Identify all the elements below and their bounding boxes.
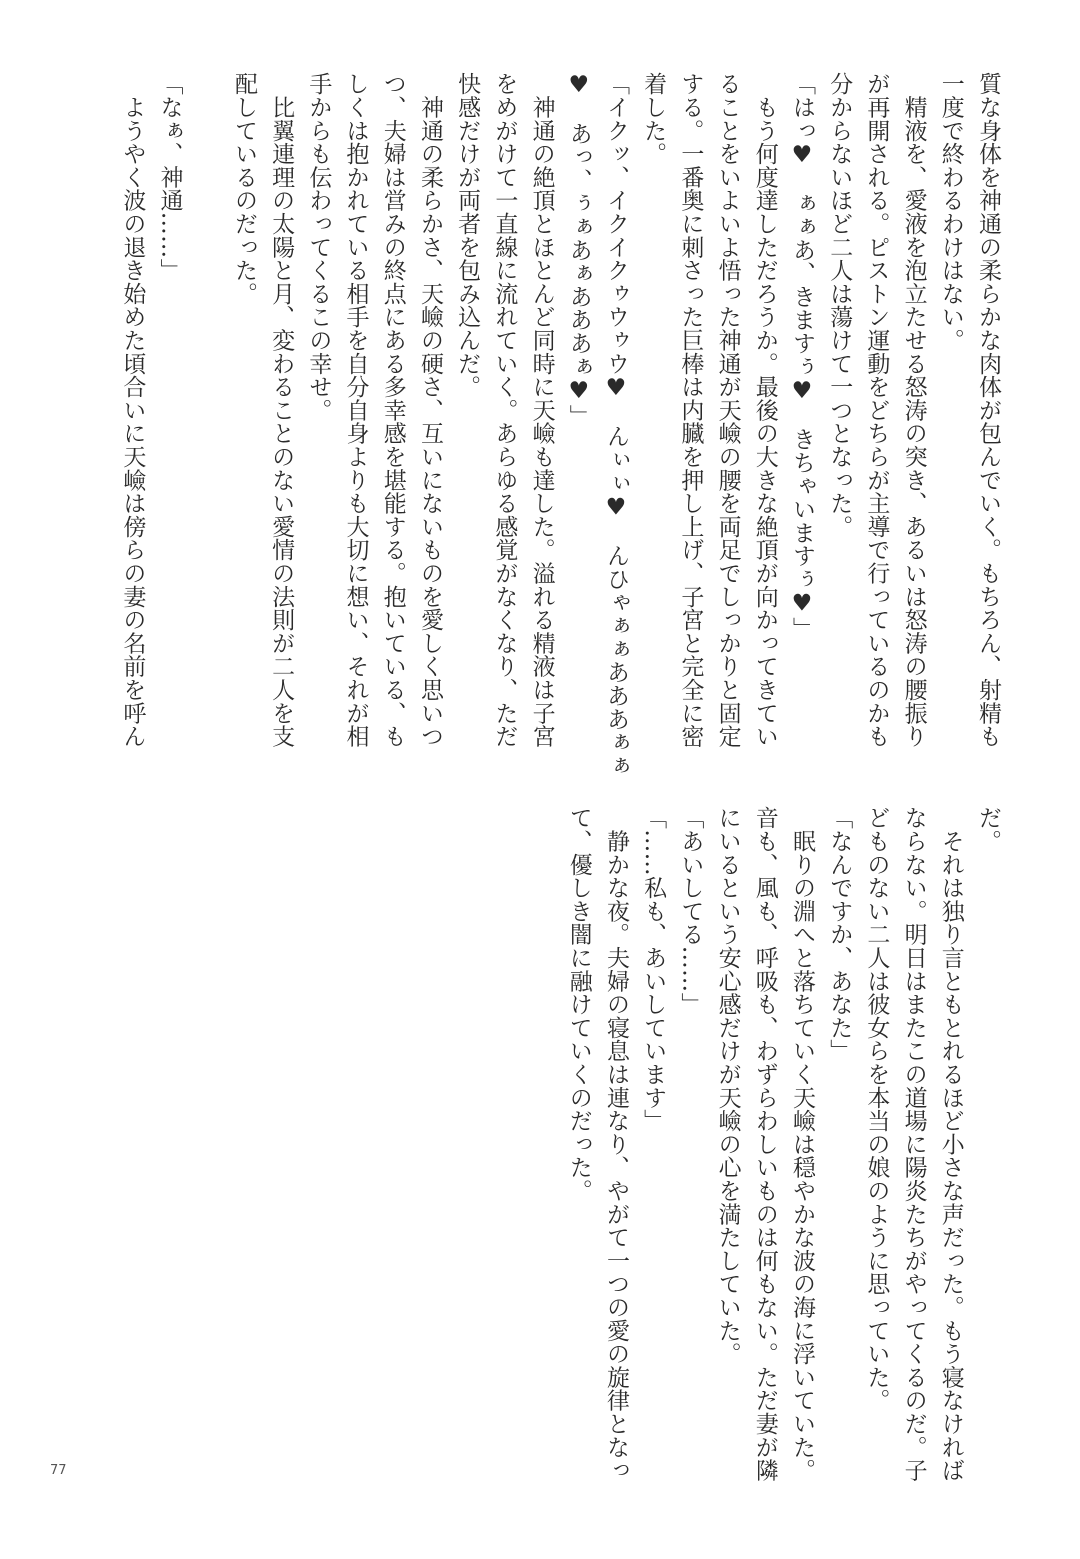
text-column: 「イクッ、イクイクゥウゥウ♥ んぃぃ♥ んひゃぁぁあああぁぁ [602,72,629,777]
text-column: つ、夫婦は営みの終点にある多幸感を堪能する。抱いている、も [379,72,406,748]
text-column: 「……私も、あいしています」 [640,806,667,1133]
text-column: 神通の絶頂とほとんど同時に天嶮も達した。溢れる精液は子宮 [528,72,555,748]
page-number: 77 [50,1463,67,1478]
text-column: 比翼連理の太陽と月、変わることのない愛情の法則が二人を支 [268,72,295,748]
text-column: 質な身体を神通の柔らかな肉体が包んでいく。もちろん、射精も [975,72,1001,748]
text-column: をめがけて一直線に流れていく。あらゆる感覚がなくなり、ただ [491,72,518,748]
text-column: どものない二人は彼女らを本当の娘のように思っていた。 [863,806,890,1412]
text-column: 静かな夜。夫婦の寝息は連なり、やがて一つの愛の旋律となっ [602,806,629,1482]
text-column: が再開される。ピストン運動をどちらが主導で行っているのかも [863,72,890,748]
text-column: だ。 [975,806,1001,853]
text-column: 眠りの淵へと落ちていく天嶮は穏やかな波の海に浮いていた。 [788,806,815,1482]
text-column: 分からないほど二人は蕩けて一つとなった。 [826,72,853,538]
text-column: て、優しき闇に融けていくのだった。 [565,806,592,1203]
text-column: 一度で終わるわけはない。 [937,72,964,352]
text-column: 手からも伝わってくるこの幸せ。 [305,72,332,422]
text-column: それは独り言ともとれるほど小さな声だった。もう寝なければ [937,806,964,1482]
text-column: 精液を、愛液を泡立たせる怒涛の突き、あるいは怒涛の腰振り [900,72,927,748]
text-column: 神通の柔らかさ、天嶮の硬さ、互いにないものを愛しく思いつ [416,72,443,748]
upper-text-block [113,72,1006,777]
text-column: ならない。明日はまたこの道場に陽炎たちがやってくるのだ。子 [900,806,927,1482]
text-column: にいるという安心感だけが天嶮の心を満たしていた。 [714,806,741,1366]
text-column: もう何度達しただろうか。最後の大きな絶頂が向かってきてい [751,72,778,748]
text-column: 音も、風も、呼吸も、わずらわしいものは何もない。ただ妻が隣 [751,806,778,1482]
text-column: する。一番奥に刺さった巨棒は内臓を押し上げ、子宮と完全に密 [677,72,704,748]
text-column: 「あいしてる……」 [677,806,704,1016]
text-column: しくは抱かれている相手を自分自身よりも大切に想い、それが相 [342,72,369,748]
text-column: ることをいよいよ悟った神通が天嶮の腰を両足でしっかりと固定 [714,72,741,748]
text-column: ようやく波の退き始めた頃合いに天嶮は傍らの妻の名前を呼ん [119,72,146,748]
text-column: 「なんですか、あなた」 [826,806,853,1063]
text-column [188,72,225,777]
text-column: 配しているのだった。 [230,72,257,305]
text-column: 「はっ♥ ぁぁあ、きますぅ♥ きちゃいますぅ♥」 [788,72,815,641]
text-column: 着した。 [640,72,667,166]
text-column: ♥ あっ、ぅぁあぁあああぁ♥」 [565,72,592,428]
text-column: 「なぁ、神通……」 [156,72,183,282]
lower-text-block [560,806,1006,1482]
text-column: 快感だけが両者を包み込んだ。 [454,72,481,399]
